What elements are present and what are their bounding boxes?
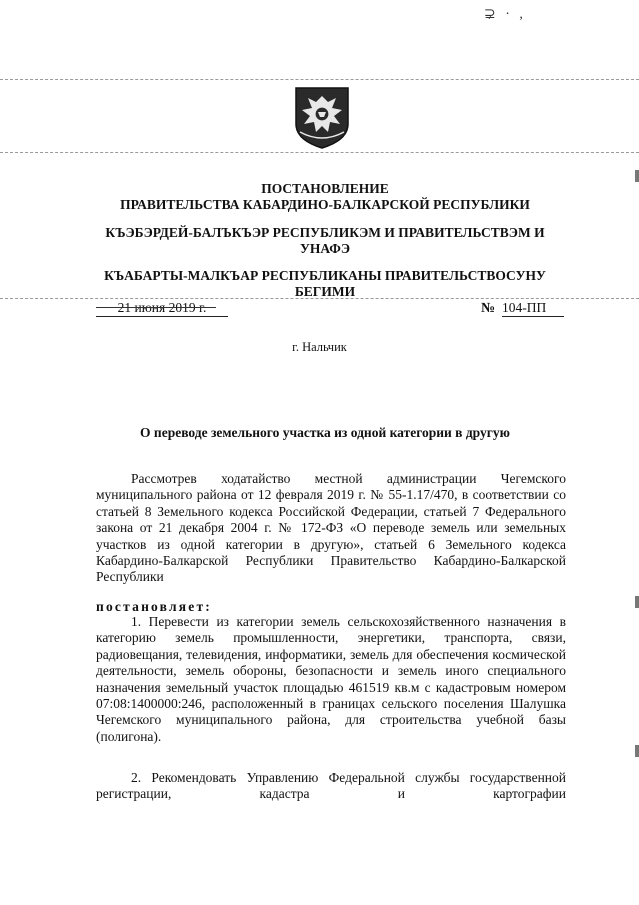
heading-decree: ПОСТАНОВЛЕНИЕ [261, 181, 389, 196]
document-title: О переводе земельного участка из одной категории в другую [140, 425, 510, 440]
heading-kabardian-line2: УНАФЭ [299, 241, 351, 256]
heading-government: ПРАВИТЕЛЬСТВА КАБАРДИНО-БАЛКАРСКОЙ РЕСПУБЛИКИ [120, 197, 530, 212]
scan-edge-mark [635, 745, 639, 757]
city-name: г. Нальчик [292, 340, 347, 354]
item-1-paragraph: 1. Перевести из категории земель сельскохозяйственного назначения в категорию земель промышленности, энергетики, транспорта, связи, радиовещания, телевидения, информатики, земель для обеспечения космической деятельности, земель обороны, безопасности и земель иного специального назначения земельный участок площадью 461519 кв.м с кадастровым номером 07:08:1400000:246, расположенный в границах сельского поселения Шалушка Чегемского муниципального района, для строительства учебной базы (полигона). [96, 614, 566, 744]
decree-word-line [96, 599, 566, 615]
preamble-text: Рассмотрев ходатайство местной администрации Чегемского муниципального района от 12 февраля 2019 г. № 55-1.17/470, в соответствии со статьей 8 Земельного кодекса Российской Федерации, статьей 7 Федерального закона от 21 декабря 2004 г. № 172-ФЗ «О переводе земель или земельных участков из одной категории в другую», статьей 6 Земельного кодекса Кабардино-Балкарской Республики Правительство Кабардино-Балкарской Республики [96, 471, 566, 585]
scan-edge-mark [635, 170, 639, 182]
heading-balkar-line2: БЕГИМИ [294, 284, 356, 299]
corner-handwritten-mark: ⊋ · , [484, 7, 526, 22]
date-strike-line [96, 307, 216, 308]
item-2-paragraph: 2. Рекомендовать Управлению Федеральной службы государственной регистрации, кадастра и картографии [96, 770, 566, 802]
decree-word: постановляет: [96, 599, 212, 614]
heading-balkar-line1: КЪАБАРТЫ-МАЛКЪАР РЕСПУБЛИКАНЫ ПРАВИТЕЛЬСТВОСУНУ [104, 268, 546, 283]
preamble-paragraph [96, 471, 566, 586]
decree-number-label: № [481, 301, 496, 316]
scan-fold-line-middle [0, 152, 639, 153]
scan-fold-line-top [0, 79, 639, 80]
coat-of-arms-emblem-icon [294, 86, 350, 150]
scan-edge-mark [635, 596, 639, 608]
heading-kabardian-line1: КЪЭБЭРДЕЙ-БАЛЪКЪЭР РЕСПУБЛИКЭМ И ПРАВИТЕЛЬСТВЭМ И [105, 225, 545, 240]
decree-number: 104-ПП [502, 300, 564, 317]
decree-date: 21 июня 2019 г. [96, 300, 228, 317]
